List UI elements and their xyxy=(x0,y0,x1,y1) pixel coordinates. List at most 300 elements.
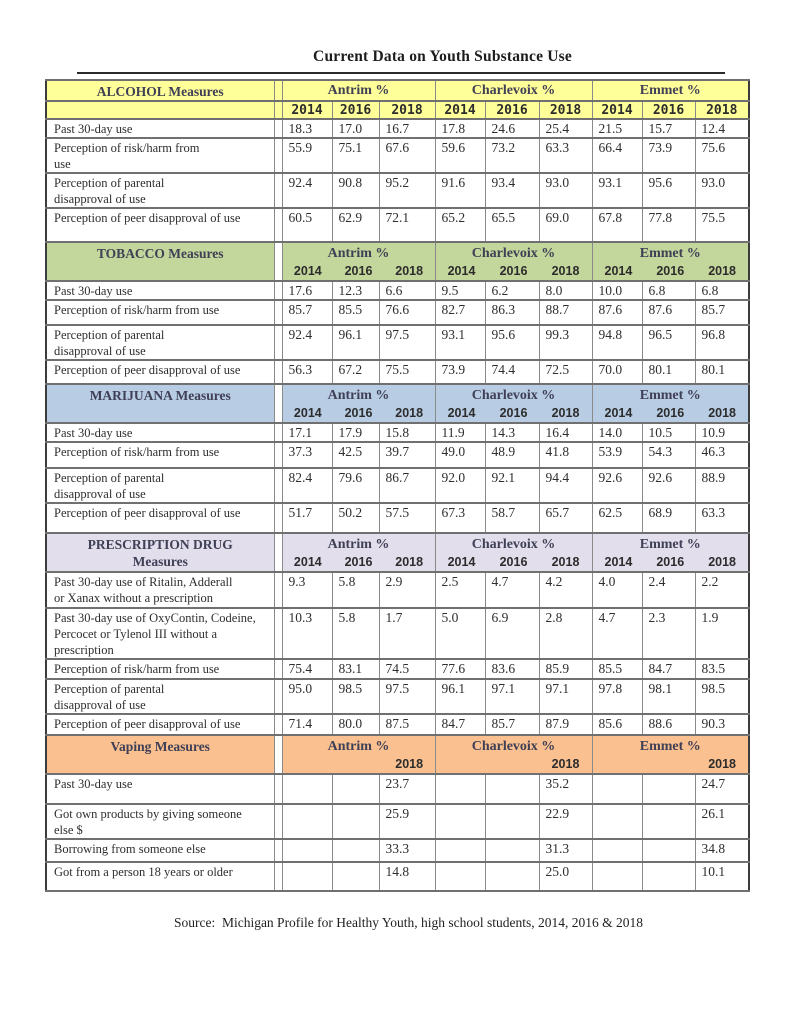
value-cell: 4.0 xyxy=(592,572,642,608)
year-label: 2014 xyxy=(447,555,476,569)
value-cell: 92.6 xyxy=(592,468,642,503)
value-cell: 76.6 xyxy=(379,300,435,325)
value-cell xyxy=(485,774,539,804)
value-cell xyxy=(642,774,695,804)
table-row xyxy=(46,119,749,138)
year-cell: 2014 xyxy=(282,101,332,119)
county-name: Charlevoix % xyxy=(471,739,556,754)
row-label-line: disapproval of use xyxy=(54,698,146,712)
value-cell: 97.1 xyxy=(485,679,539,714)
value-cell: 75.6 xyxy=(695,138,749,173)
county-name: Antrim % xyxy=(327,739,390,754)
table-row xyxy=(46,659,749,679)
row-label-line: prescription xyxy=(54,643,114,657)
year-label: 2016 xyxy=(499,406,528,420)
year-label: 2014 xyxy=(293,555,322,569)
value-cell: 97.5 xyxy=(379,325,435,360)
row-label xyxy=(46,839,274,862)
value-cell: 5.8 xyxy=(332,572,379,608)
value-cell: 71.4 xyxy=(282,714,332,735)
county-name: Charlevoix % xyxy=(471,537,556,552)
value-cell xyxy=(485,839,539,862)
value-cell: 75.1 xyxy=(332,138,379,173)
year-labels xyxy=(593,554,749,571)
value-cell: 85.5 xyxy=(592,659,642,679)
value-cell: 39.7 xyxy=(379,442,435,468)
value-cell: 93.1 xyxy=(435,325,485,360)
value-cell: 62.5 xyxy=(592,503,642,533)
value-cell: 4.2 xyxy=(539,572,592,608)
county-header xyxy=(592,735,749,774)
value-cell: 10.9 xyxy=(695,423,749,442)
year-label: 2018 xyxy=(395,757,424,771)
year-labels xyxy=(436,554,592,571)
year-cell: 2018 xyxy=(695,101,749,119)
value-cell xyxy=(332,862,379,891)
value-cell xyxy=(332,804,379,839)
row-label-line: Perception of parental xyxy=(54,328,165,342)
value-cell: 16.7 xyxy=(379,119,435,138)
value-cell: 98.1 xyxy=(642,679,695,714)
year-labels xyxy=(436,756,592,773)
value-cell: 75.4 xyxy=(282,659,332,679)
value-cell: 10.3 xyxy=(282,608,332,659)
value-cell: 57.5 xyxy=(379,503,435,533)
value-cell: 46.3 xyxy=(695,442,749,468)
value-cell xyxy=(485,804,539,839)
page-title: Current Data on Youth Substance Use xyxy=(313,48,572,65)
section-header-row xyxy=(46,735,749,774)
value-cell: 90.8 xyxy=(332,173,379,208)
value-cell: 85.7 xyxy=(695,300,749,325)
value-cell xyxy=(282,839,332,862)
year-label: 2016 xyxy=(344,555,373,569)
spacer-cell xyxy=(274,714,282,735)
value-cell: 92.4 xyxy=(282,325,332,360)
value-cell xyxy=(282,804,332,839)
value-cell: 56.3 xyxy=(282,360,332,384)
value-cell: 83.1 xyxy=(332,659,379,679)
row-label xyxy=(46,281,274,300)
value-cell: 75.5 xyxy=(379,360,435,384)
table-row xyxy=(46,714,749,735)
spacer-cell xyxy=(274,839,282,862)
row-label xyxy=(46,804,274,839)
spacer-cell xyxy=(274,208,282,242)
value-cell: 58.7 xyxy=(485,503,539,533)
year-labels xyxy=(283,554,435,571)
value-cell: 85.6 xyxy=(592,714,642,735)
value-cell: 90.3 xyxy=(695,714,749,735)
value-cell: 75.5 xyxy=(695,208,749,242)
row-label-line: Borrowing from someone else xyxy=(54,842,206,856)
value-cell: 82.7 xyxy=(435,300,485,325)
section-title-line: MARIJUANA Measures xyxy=(89,388,231,403)
row-label xyxy=(46,468,274,503)
spacer-cell xyxy=(274,80,282,101)
value-cell: 5.0 xyxy=(435,608,485,659)
row-label xyxy=(46,572,274,608)
table-row xyxy=(46,608,749,659)
value-cell: 11.9 xyxy=(435,423,485,442)
year-label: 2018 xyxy=(551,406,580,420)
county-name: Antrim % xyxy=(327,388,390,403)
year-label: 2018 xyxy=(708,264,737,278)
value-cell: 2.8 xyxy=(539,608,592,659)
row-label-line: or Xanax without a prescription xyxy=(54,591,213,605)
county-name: Charlevoix % xyxy=(471,388,556,403)
value-cell: 67.3 xyxy=(435,503,485,533)
value-cell: 93.1 xyxy=(592,173,642,208)
section-title xyxy=(46,242,274,281)
row-label xyxy=(46,138,274,173)
row-label-line: Perception of peer disapproval of use xyxy=(54,211,241,225)
value-cell: 94.8 xyxy=(592,325,642,360)
county-header xyxy=(282,384,435,423)
table-row xyxy=(46,839,749,862)
value-cell: 91.6 xyxy=(435,173,485,208)
county-header: Antrim % xyxy=(282,80,435,101)
row-label xyxy=(46,774,274,804)
value-cell: 80.0 xyxy=(332,714,379,735)
value-cell: 18.3 xyxy=(282,119,332,138)
table-row xyxy=(46,503,749,533)
county-header xyxy=(435,735,592,774)
year-label: 2016 xyxy=(656,406,685,420)
spacer-cell xyxy=(274,659,282,679)
row-label-line: Percocet or Tylenol III without a xyxy=(54,627,218,641)
value-cell: 17.9 xyxy=(332,423,379,442)
value-cell xyxy=(642,839,695,862)
spacer-cell xyxy=(274,679,282,714)
year-cell: 2016 xyxy=(485,101,539,119)
value-cell: 93.0 xyxy=(695,173,749,208)
row-label-line: else $ xyxy=(54,823,83,837)
table-row xyxy=(46,862,749,891)
value-cell: 17.0 xyxy=(332,119,379,138)
year-label: 2018 xyxy=(551,555,580,569)
value-cell: 96.1 xyxy=(435,679,485,714)
spacer-cell xyxy=(274,281,282,300)
spacer-cell xyxy=(274,774,282,804)
value-cell xyxy=(592,862,642,891)
value-cell: 65.5 xyxy=(485,208,539,242)
spacer-cell xyxy=(274,173,282,208)
value-cell: 96.8 xyxy=(695,325,749,360)
value-cell xyxy=(642,804,695,839)
row-label-line: Perception of peer disapproval of use xyxy=(54,717,241,731)
value-cell: 4.7 xyxy=(592,608,642,659)
row-label-line: use xyxy=(54,157,71,171)
county-header xyxy=(282,735,435,774)
value-cell: 73.2 xyxy=(485,138,539,173)
value-cell: 84.7 xyxy=(642,659,695,679)
year-label: 2018 xyxy=(708,555,737,569)
value-cell: 96.5 xyxy=(642,325,695,360)
county-name: Emmet % xyxy=(639,388,701,403)
spacer-cell xyxy=(274,735,282,774)
table-row xyxy=(46,774,749,804)
year-label: 2014 xyxy=(447,406,476,420)
value-cell: 17.6 xyxy=(282,281,332,300)
value-cell: 86.7 xyxy=(379,468,435,503)
row-label xyxy=(46,862,274,891)
value-cell: 10.5 xyxy=(642,423,695,442)
county-name: Emmet % xyxy=(639,246,701,261)
row-label xyxy=(46,503,274,533)
row-label-line: Got from a person 18 years or older xyxy=(54,865,233,879)
table-row xyxy=(46,300,749,325)
year-cell: 2018 xyxy=(379,101,435,119)
spacer-cell xyxy=(274,119,282,138)
table-row xyxy=(46,572,749,608)
value-cell: 74.4 xyxy=(485,360,539,384)
value-cell: 6.8 xyxy=(695,281,749,300)
spacer-cell xyxy=(274,423,282,442)
year-label: 2018 xyxy=(395,555,424,569)
value-cell: 59.6 xyxy=(435,138,485,173)
section-header-row xyxy=(46,80,749,101)
value-cell: 14.8 xyxy=(379,862,435,891)
value-cell: 70.0 xyxy=(592,360,642,384)
value-cell: 50.2 xyxy=(332,503,379,533)
section-title-line: Vaping Measures xyxy=(110,739,210,754)
value-cell: 93.0 xyxy=(539,173,592,208)
year-label: 2014 xyxy=(447,264,476,278)
value-cell: 97.1 xyxy=(539,679,592,714)
table-row xyxy=(46,468,749,503)
value-cell: 65.2 xyxy=(435,208,485,242)
value-cell: 95.0 xyxy=(282,679,332,714)
value-cell: 41.8 xyxy=(539,442,592,468)
value-cell: 66.4 xyxy=(592,138,642,173)
value-cell: 6.9 xyxy=(485,608,539,659)
value-cell xyxy=(435,862,485,891)
table-row xyxy=(46,423,749,442)
value-cell: 16.4 xyxy=(539,423,592,442)
spacer-cell xyxy=(274,608,282,659)
row-label-line: Perception of parental xyxy=(54,471,165,485)
row-label xyxy=(46,714,274,735)
value-cell: 21.5 xyxy=(592,119,642,138)
year-cell: 2018 xyxy=(539,101,592,119)
value-cell: 87.6 xyxy=(642,300,695,325)
value-cell: 26.1 xyxy=(695,804,749,839)
value-cell: 24.6 xyxy=(485,119,539,138)
value-cell xyxy=(592,774,642,804)
value-cell xyxy=(435,774,485,804)
row-label-line: disapproval of use xyxy=(54,192,146,206)
section-title xyxy=(46,735,274,774)
value-cell: 98.5 xyxy=(695,679,749,714)
county-header xyxy=(435,533,592,572)
table-row xyxy=(46,804,749,839)
county-header xyxy=(282,242,435,281)
section-title-line: Measures xyxy=(132,554,188,569)
value-cell xyxy=(282,862,332,891)
county-name: Charlevoix % xyxy=(471,246,556,261)
value-cell: 2.3 xyxy=(642,608,695,659)
spacer-cell xyxy=(274,442,282,468)
spacer-cell xyxy=(274,101,282,119)
row-label-line: Past 30-day use xyxy=(54,122,133,136)
year-labels xyxy=(436,405,592,422)
value-cell: 68.9 xyxy=(642,503,695,533)
row-label-line: Past 30-day use xyxy=(54,777,133,791)
row-label xyxy=(46,208,274,242)
row-label-line: Got own products by giving someone xyxy=(54,807,242,821)
value-cell: 25.9 xyxy=(379,804,435,839)
value-cell: 87.5 xyxy=(379,714,435,735)
year-label: 2014 xyxy=(293,264,322,278)
value-cell: 17.8 xyxy=(435,119,485,138)
value-cell: 67.2 xyxy=(332,360,379,384)
value-cell: 72.1 xyxy=(379,208,435,242)
county-header xyxy=(435,242,592,281)
value-cell: 37.3 xyxy=(282,442,332,468)
table-row xyxy=(46,138,749,173)
value-cell: 88.7 xyxy=(539,300,592,325)
county-header xyxy=(592,384,749,423)
spacer-cell xyxy=(274,468,282,503)
section-title xyxy=(46,533,274,572)
year-labels xyxy=(436,263,592,280)
value-cell: 92.6 xyxy=(642,468,695,503)
county-header: Charlevoix % xyxy=(435,80,592,101)
row-label-line: Perception of parental xyxy=(54,682,165,696)
row-label xyxy=(46,679,274,714)
section-header-row xyxy=(46,242,749,281)
value-cell: 80.1 xyxy=(695,360,749,384)
value-cell xyxy=(485,862,539,891)
source-note: Source: Michigan Profile for Healthy Youth, high school students, 2014, 2016 & 2018 xyxy=(173,915,644,930)
row-label xyxy=(46,360,274,384)
year-label: 2018 xyxy=(551,757,580,771)
value-cell: 15.7 xyxy=(642,119,695,138)
year-cell: 2014 xyxy=(435,101,485,119)
value-cell: 63.3 xyxy=(539,138,592,173)
year-label: 2016 xyxy=(499,555,528,569)
section-header-row xyxy=(46,384,749,423)
year-label: 2016 xyxy=(656,555,685,569)
spacer-cell xyxy=(274,862,282,891)
value-cell: 73.9 xyxy=(642,138,695,173)
value-cell: 87.9 xyxy=(539,714,592,735)
year-label: 2014 xyxy=(604,555,633,569)
year-label: 2018 xyxy=(708,406,737,420)
value-cell xyxy=(332,774,379,804)
value-cell: 96.1 xyxy=(332,325,379,360)
row-label xyxy=(46,173,274,208)
section-title-line: PRESCRIPTION DRUG xyxy=(87,537,233,552)
value-cell: 25.4 xyxy=(539,119,592,138)
year-labels xyxy=(283,405,435,422)
value-cell xyxy=(435,839,485,862)
value-cell: 49.0 xyxy=(435,442,485,468)
value-cell: 88.6 xyxy=(642,714,695,735)
section-title-empty xyxy=(46,101,274,119)
row-label xyxy=(46,300,274,325)
title-underline xyxy=(77,72,725,74)
value-cell: 55.9 xyxy=(282,138,332,173)
value-cell: 77.6 xyxy=(435,659,485,679)
row-label-line: Past 30-day use xyxy=(54,426,133,440)
value-cell: 10.1 xyxy=(695,862,749,891)
county-name: Emmet % xyxy=(639,537,701,552)
section-title xyxy=(46,384,274,423)
row-label xyxy=(46,608,274,659)
value-cell: 6.6 xyxy=(379,281,435,300)
year-label: 2018 xyxy=(395,264,424,278)
value-cell: 4.7 xyxy=(485,572,539,608)
county-name: Antrim % xyxy=(327,537,390,552)
value-cell: 95.6 xyxy=(642,173,695,208)
year-labels xyxy=(593,263,749,280)
value-cell: 99.3 xyxy=(539,325,592,360)
year-label: 2018 xyxy=(708,757,737,771)
value-cell: 60.5 xyxy=(282,208,332,242)
value-cell: 97.5 xyxy=(379,679,435,714)
value-cell: 34.8 xyxy=(695,839,749,862)
spacer-cell xyxy=(274,384,282,423)
table-row xyxy=(46,281,749,300)
year-label: 2018 xyxy=(395,406,424,420)
value-cell: 69.0 xyxy=(539,208,592,242)
value-cell: 79.6 xyxy=(332,468,379,503)
value-cell xyxy=(642,862,695,891)
row-label xyxy=(46,659,274,679)
section-title-line: TOBACCO Measures xyxy=(96,246,224,261)
spacer-cell xyxy=(274,804,282,839)
value-cell: 83.6 xyxy=(485,659,539,679)
row-label-line: Perception of peer disapproval of use xyxy=(54,363,241,377)
value-cell: 98.5 xyxy=(332,679,379,714)
row-label-line: disapproval of use xyxy=(54,487,146,501)
value-cell: 25.0 xyxy=(539,862,592,891)
row-label-line: Perception of risk/harm from use xyxy=(54,445,220,459)
table-row xyxy=(46,325,749,360)
value-cell: 48.9 xyxy=(485,442,539,468)
year-label: 2016 xyxy=(499,264,528,278)
value-cell: 85.5 xyxy=(332,300,379,325)
year-label: 2014 xyxy=(604,264,633,278)
table-row xyxy=(46,442,749,468)
value-cell: 93.4 xyxy=(485,173,539,208)
row-label-line: disapproval of use xyxy=(54,344,146,358)
spacer-cell xyxy=(274,138,282,173)
row-label xyxy=(46,325,274,360)
year-label: 2016 xyxy=(656,264,685,278)
row-label xyxy=(46,442,274,468)
value-cell: 2.5 xyxy=(435,572,485,608)
value-cell: 87.6 xyxy=(592,300,642,325)
value-cell: 54.3 xyxy=(642,442,695,468)
value-cell: 31.3 xyxy=(539,839,592,862)
substance-use-table xyxy=(45,79,750,892)
value-cell: 94.4 xyxy=(539,468,592,503)
value-cell: 62.9 xyxy=(332,208,379,242)
row-label-line: Past 30-day use xyxy=(54,284,133,298)
value-cell: 1.9 xyxy=(695,608,749,659)
value-cell: 88.9 xyxy=(695,468,749,503)
value-cell: 14.3 xyxy=(485,423,539,442)
value-cell: 85.7 xyxy=(282,300,332,325)
row-label-line: Perception of risk/harm from xyxy=(54,141,200,155)
table-row xyxy=(46,173,749,208)
year-label: 2016 xyxy=(344,406,373,420)
value-cell xyxy=(592,839,642,862)
value-cell xyxy=(332,839,379,862)
